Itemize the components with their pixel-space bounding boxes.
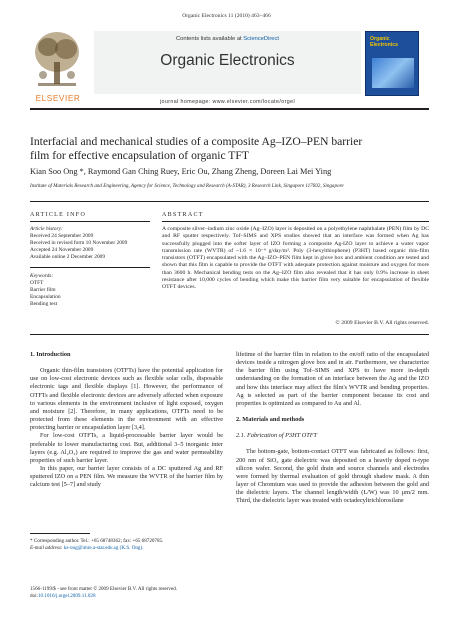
keyword: Encapsulation xyxy=(30,294,61,301)
doi-link[interactable]: 10.1016/j.orgel.2009.11.028 xyxy=(37,592,96,599)
body-right-column xyxy=(236,351,429,506)
contents-prefix: Contents lists available at xyxy=(175,36,244,42)
issn-block xyxy=(30,586,230,599)
article-history xyxy=(30,226,152,261)
elsevier-tree-logo xyxy=(30,27,85,95)
body-paragraph: The bottom-gate, bottom-contact OTFT was fabricated as follows: first, 200 nm of SiO₂ gate dielectric was deposited on a heavily doped n-type silicon wafer. Second, the gold drain and source channels and electrodes were formed by thermal evaluation of gold through shadow mask. A thin layer of Chromium was used to provide the adhesion between the gold and the dielectric layers. The channel length/width (L/W) was 10 µm/2 mm. Third, the dielectric layer was treated with octadecyltrichlorosilane xyxy=(236,448,429,505)
article-info-divider xyxy=(30,221,150,222)
history-online: Available online 2 December 2009 xyxy=(30,254,106,261)
body-left-column xyxy=(30,351,223,490)
email-label: E-mail address: xyxy=(30,544,64,551)
section-heading-materials: 2. Materials and methods xyxy=(236,416,305,424)
section-heading-introduction: 1. Introduction xyxy=(30,351,71,358)
title-divider xyxy=(30,201,429,202)
body-paragraph: Organic thin-film transistors (OTFTs) have the potential application for use on low-cost electronic devices such as flexible solar cells, disposable electronic tags and flexible displays [1]. However, the performance of OTFTs and flexible electronic devices are adversely affected when exposure to various elements in the environment inclusive of light exposed, oxygen and moisture [2]. Therefore, in many applications, OTFTs need to be protected from these elements in the environment with an effective protecting barrier or encapsulation layer [3,4]. xyxy=(30,367,223,432)
body-paragraph: In this paper, our barrier layer consists of a DC sputtered Ag and RF sputtered IZO on a PEN film. We measure the WVTR of the barrier film by calcium test [5–7] and study xyxy=(30,465,223,489)
keywords-label: Keywords: xyxy=(30,273,54,279)
history-label: Article history: xyxy=(30,226,63,232)
journal-title: Organic Electronics xyxy=(160,52,295,69)
history-received: Received 24 September 2009 xyxy=(30,233,94,240)
author-list: Kian Soo Ong *, Raymond Gan Ching Ruey, Eric Ou, Zhang Zheng, Doreen Lai Mei Ying xyxy=(30,167,332,176)
abstract-heading: ABSTRACT xyxy=(162,212,204,218)
keyword: Bending test xyxy=(30,301,58,308)
sciencedirect-link[interactable]: ScienceDirect xyxy=(243,36,280,42)
publisher-name: ELSEVIER xyxy=(35,94,81,103)
body-paragraph: For low-cost OTFTs, a liquid-processable barrier layer would be preferable to lower manufacturing cost. But, additional 3–5 inorganic inter layers (e.g. Al₂O₃) are required to improve the gas and water permeability properties of such barrier layer. xyxy=(30,432,223,464)
doi-label: doi: xyxy=(30,592,38,599)
keywords-divider xyxy=(30,267,150,268)
abstract-bottom-divider xyxy=(30,334,429,335)
article-info-heading: ARTICLE INFO xyxy=(30,212,87,218)
author-affiliation: Institute of Materials Research and Engineering, Agency for Science, Technology and Research (A-STAR), 3 Research Link, Singapore 117602, Singapore xyxy=(30,183,344,189)
header-divider xyxy=(30,108,429,110)
keyword: OTFT xyxy=(30,280,44,287)
abstract-text: A composite silver–indium zinc oxide (Ag–IZO) layer is deposited on a polyethylene naphthalate (PEN) film by DC and RF sputter respectively. Tof–SIMS and XPS studies showed that an interface was formed when Ag has successfully plugged into the softer layer of IZO forming a composite Ag-IZO layer to achieve a water vapor transmission rate (WVTR) of ~1.6 × 10⁻⁴ g/day/m². Poly (3-hexylthiophene) (P3HT) based organic thin-film transistors (OTFT) encapsulated with the Ag–IZO–PEN film kept in glove box and ambient condition are tested and shown that this film is capable to provide the OTFT with adequate protection against moisture and oxygen for more than 3600 h. Mechanical bending tests on the Ag–IZO film also revealed that it has only 0.9% increase in sheet resistance after 10,000 cycles of bending which make this barrier film very suitable for encapsulation of flexible OTFT devices. xyxy=(162,226,429,290)
body-paragraph: lifetime of the barrier film in relation to the on/off ratio of the encapsulated devices inside a nitrogen glove box and in air. Furthermore, we characterize the barrier film using Tof–SIMS and XPS to have more in-depth understanding on the formation of an interface between the Ag and the IZO and how this interface may affect the film's WVTR and bending properties. Ag is selected as part of the barrier component because its cost and properties is optimized as compared to Au and Al. xyxy=(236,351,429,407)
article-title xyxy=(30,135,430,163)
corresponding-author-footnote xyxy=(30,538,230,551)
author-email-link[interactable]: ks-ong@imre.a-star.edu.sg (K.S. Ong). xyxy=(63,544,144,551)
cover-artwork xyxy=(372,58,414,88)
cover-title: Organic Electronics xyxy=(370,36,398,48)
contents-available-line xyxy=(94,36,361,42)
footnote-divider xyxy=(30,533,90,534)
history-revised: Received in revised form 10 November 2009 xyxy=(30,240,128,247)
journal-cover-image xyxy=(365,31,419,96)
article-title-line-2: film for effective encapsulation of organic TFT xyxy=(30,149,249,162)
journal-citation: Organic Electronics 11 (2010) 463–466 xyxy=(182,13,271,19)
keyword: Barrier film xyxy=(30,287,56,294)
abstract-copyright: © 2009 Elsevier B.V. All rights reserved. xyxy=(335,320,429,326)
subsection-heading-fabrication: 2.1. Fabrication of P3HT OTFT xyxy=(236,432,318,440)
abstract-divider xyxy=(162,221,429,222)
corresponding-author: * Corresponding author. Tel.: +65 68748362; fax: +65 68720785. xyxy=(30,538,164,544)
journal-homepage[interactable]: journal homepage: www.elsevier.com/locate/orgel xyxy=(159,99,296,105)
article-title-line-1: Interfacial and mechanical studies of a composite Ag–IZO–PEN barrier xyxy=(30,135,363,148)
history-accepted: Accepted 24 November 2009 xyxy=(30,247,94,254)
issn-line: 1566-1199/$ - see front matter © 2009 Elsevier B.V. All rights reserved. xyxy=(30,586,178,592)
keywords-block xyxy=(30,273,152,308)
